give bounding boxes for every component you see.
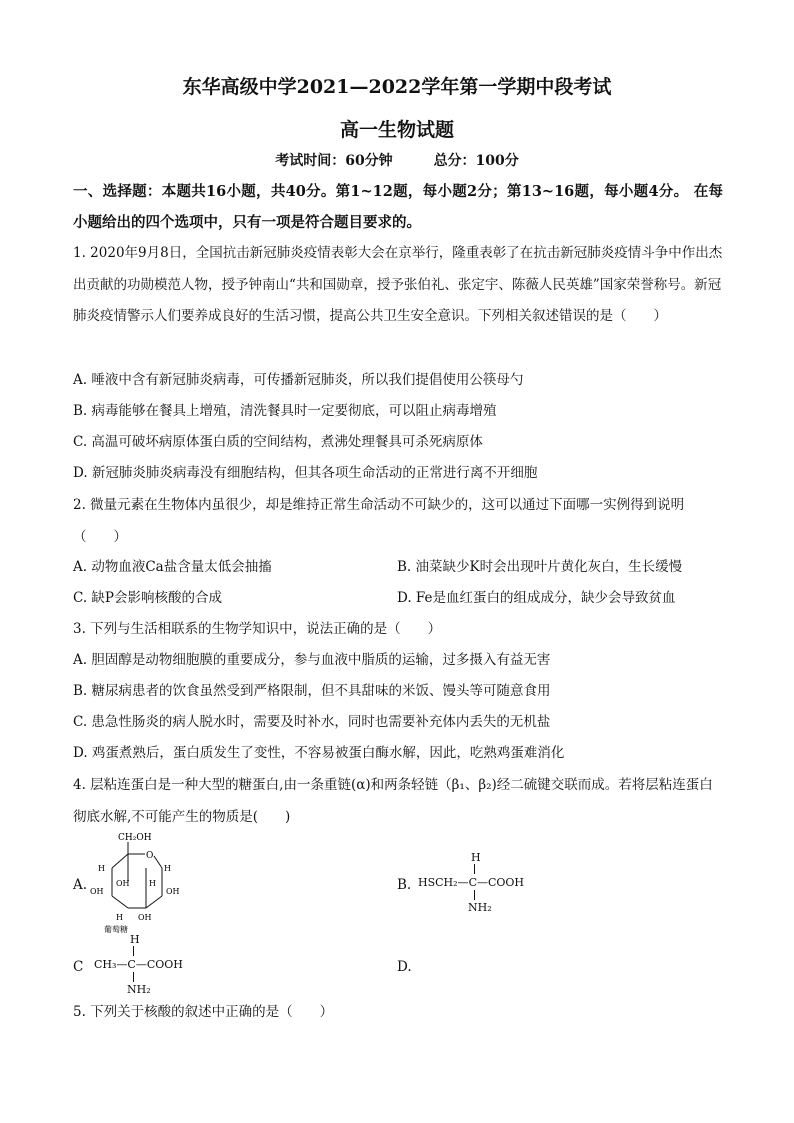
glucose-oh-2: OH: [116, 879, 130, 888]
glucose-h-3: H: [149, 879, 156, 888]
question-1-option-a: A. 唾液中含有新冠肺炎病毒，可传播新冠肺炎，所以我们提倡使用公筷母勺: [73, 372, 524, 388]
b-formula-nh2: NH₂: [468, 901, 492, 914]
glucose-h-1: H: [98, 864, 105, 873]
question-1-stem: 1. 2020年9月8日，全国抗击新冠肺炎疫情表彰大会在京举行，隆重表彰了在抗击新冠肺炎疫情斗争中作出杰出贡献的功勋模范人物，授予钟南山“共和国勋章，授予张伯礼、张定宇、陈薇人民英雄”国家荣誉称号。新冠肺炎疫情警示人们要养成良好的生活习惯，提高公共卫生安全意识。下列相关叙述错误的是（ ）: [73, 245, 723, 324]
glucose-oh-4: OH: [138, 913, 152, 922]
c-formula-left: CH₃—: [94, 958, 128, 971]
question-1-option-b: B. 病毒能够在餐具上增殖，清洗餐具时一定要彻底，可以阻止病毒增殖: [73, 403, 497, 419]
exam-title: 东华高级中学2021—2022学年第一学期中段考试: [182, 76, 612, 98]
glucose-caption: 葡萄糖: [104, 925, 128, 934]
question-3-option-a: A. 胆固醇是动物细胞膜的重要成分，参与血液中脂质的运输，过多摄入有益无害: [73, 652, 551, 668]
glucose-oh-1: OH: [90, 887, 104, 896]
question-5-stem: 5. 下列关于核酸的叙述中正确的是（ ）: [73, 1004, 334, 1020]
question-3-option-d: D. 鸡蛋煮熟后，蛋白质发生了变性，不容易被蛋白酶水解，因此，吃熟鸡蛋难消化: [73, 745, 565, 761]
question-4-option-a-label: A.: [73, 877, 88, 893]
c-formula-right: —COOH: [135, 958, 183, 971]
b-formula-center: C: [468, 876, 477, 889]
exam-time: 考试时间：60分钟: [275, 153, 393, 169]
c-formula-center: C: [127, 958, 136, 971]
section-heading: 一、选择题：本题共16小题，共40分。第1~12题，每小题2分；第13~16题，每小题4分。 在每小题给出的四个选项中，只有一项是符合题目要求的。: [73, 183, 723, 231]
glucose-ring-o: O: [146, 851, 154, 861]
exam-meta: [0, 150, 794, 170]
c-bond-top: [133, 946, 134, 956]
question-2-stem: 2. 微量元素在生物体内虽很少，却是维持正常生命活动不可缺少的，这可以通过下面哪一实例得到说明（ ）: [73, 497, 685, 545]
question-1-option-d: D. 新冠肺炎肺炎病毒没有细胞结构，但其各项生命活动的正常进行离不开细胞: [73, 465, 538, 481]
exam-score: 总分：100分: [433, 153, 519, 169]
b-bond-bottom: [474, 890, 475, 900]
question-2-option-c: C. 缺P会影响核酸的合成: [73, 590, 223, 606]
b-formula-left: HSCH₂—: [418, 876, 469, 889]
question-3-option-c: C. 患急性肠炎的病人脱水时，需要及时补水，同时也需要补充体内丢失的无机盐: [73, 714, 551, 730]
question-3-stem: 3. 下列与生活相联系的生物学知识中，说法正确的是（ ）: [73, 621, 442, 637]
glucose-ch2oh: CH₂OH: [118, 833, 152, 843]
question-2-option-a: A. 动物血液Ca盐含量太低会抽搐: [73, 559, 272, 575]
question-4-option-d-label: D.: [397, 959, 412, 975]
b-bond-top: [474, 864, 475, 874]
question-2-option-b: B. 油菜缺少K时会出现叶片黄化灰白，生长缓慢: [397, 559, 683, 575]
glucose-h-2: H: [164, 864, 171, 873]
glucose-h-4: H: [116, 913, 123, 922]
c-bond-bottom: [133, 972, 134, 982]
c-formula-h: H: [130, 933, 140, 946]
b-formula-right: —COOH: [476, 876, 525, 889]
question-2-option-d: D. Fe是血红蛋白的组成成分，缺少会导致贫血: [397, 590, 676, 606]
question-3-option-b: B. 糖尿病患者的饮食虽然受到严格限制，但不具甜味的米饭、馒头等可随意食用: [73, 683, 551, 699]
c-formula-nh2: NH₂: [127, 983, 151, 996]
question-4-option-c-label: C: [73, 959, 84, 975]
glucose-structure: [90, 828, 190, 936]
question-4-stem: 4. 层粘连蛋白是一种大型的糖蛋白,由一条重链(α)和两条轻链（β₁、β₂)经二硫键交联而成。若将层粘连蛋白彻底水解,不可能产生的物质是( ): [73, 777, 713, 825]
exam-subtitle: 高一生物试题: [339, 119, 454, 141]
question-1-option-c: C. 高温可破坏病原体蛋白质的空间结构，煮沸处理餐具可杀死病原体: [73, 434, 483, 450]
b-formula-h: H: [471, 851, 481, 864]
question-4-option-b-label: B.: [397, 877, 412, 893]
glucose-oh-3: OH: [166, 887, 180, 896]
